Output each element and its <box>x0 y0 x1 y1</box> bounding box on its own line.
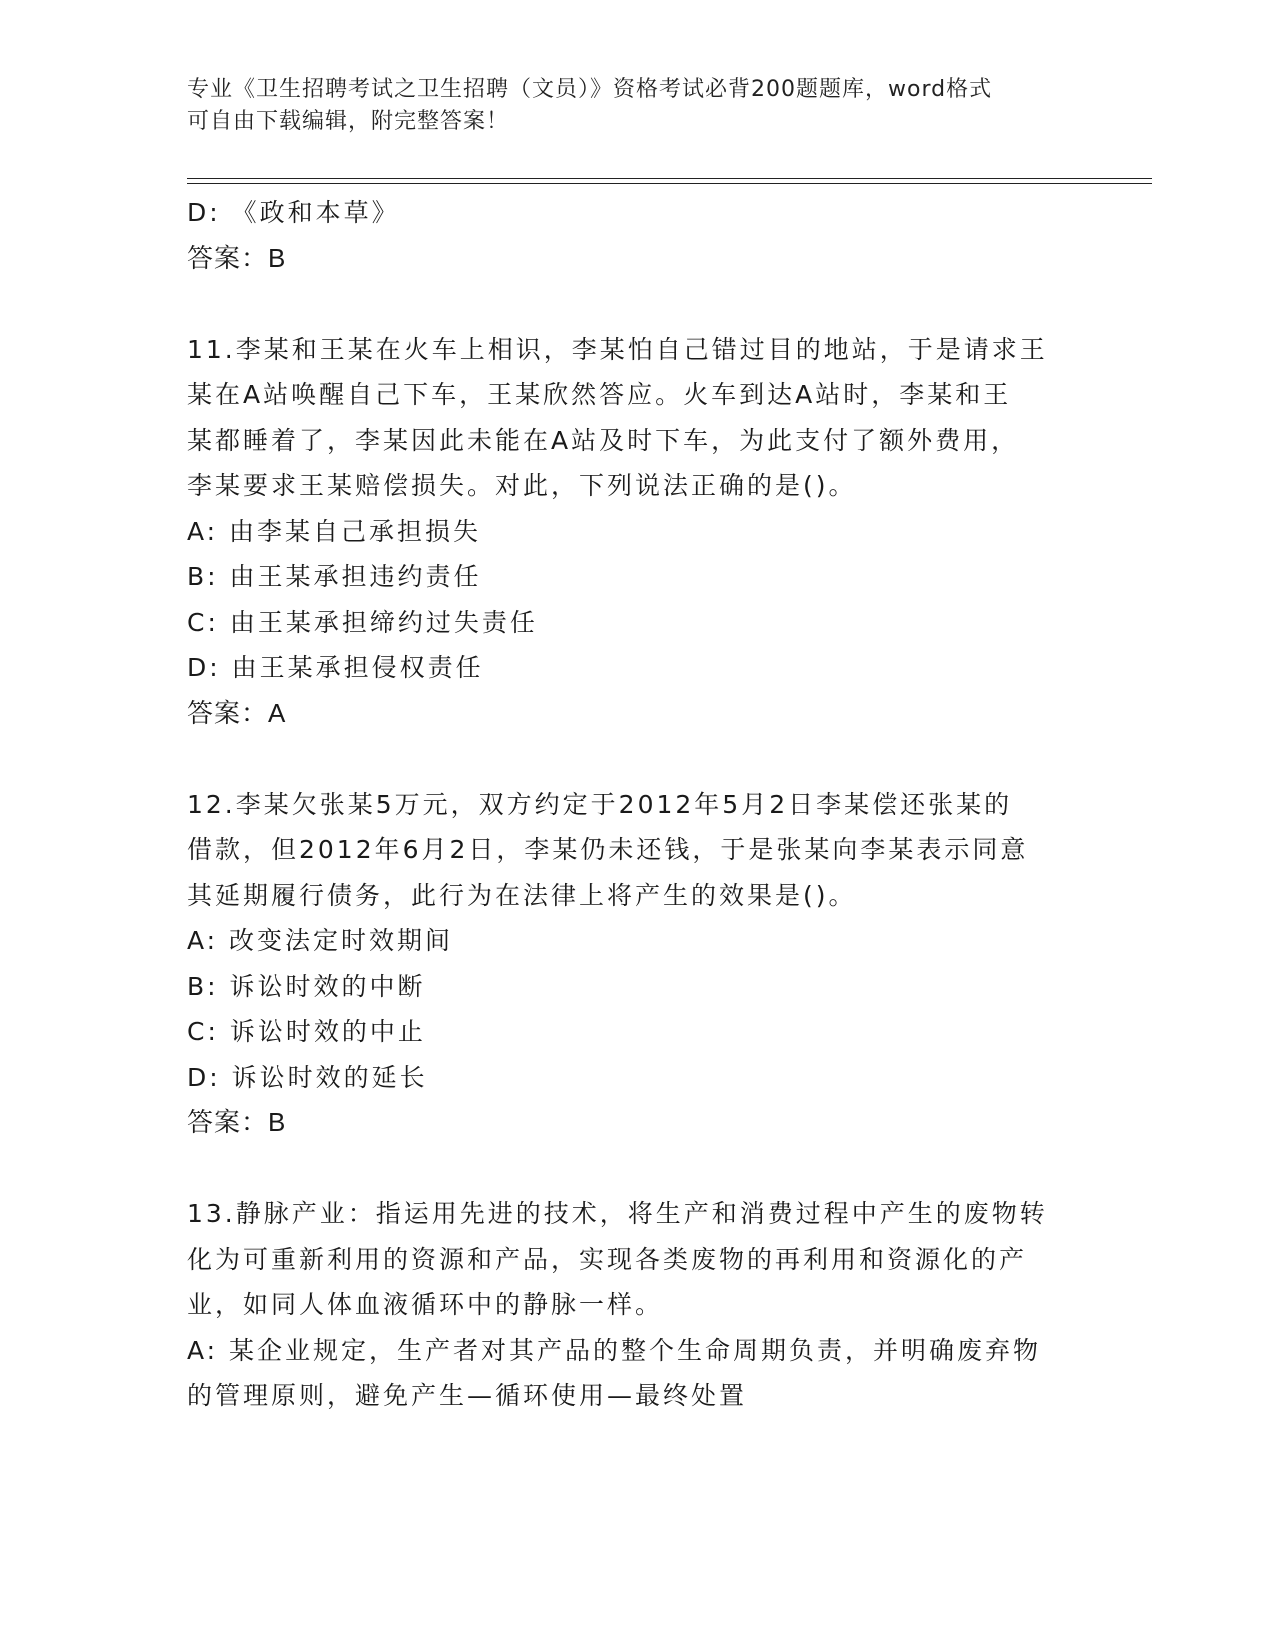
question-stem-line: 12.李某欠张某5万元，双方约定于2012年5月2日李某偿还张某的 <box>187 789 1013 819</box>
header-divider-top <box>187 178 1152 179</box>
answer-line: 答案：B <box>187 242 287 273</box>
option-a-continued: 的管理原则，避免产生—循环使用—最终处置 <box>187 1381 748 1410</box>
question-stem-line: 某都睡着了，李某因此未能在A站及时下车，为此支付了额外费用， <box>187 425 1020 455</box>
option-d: D: 《政和本草》 <box>187 198 400 227</box>
header-divider-bottom <box>187 183 1152 184</box>
question-13 <box>187 1191 1087 1419</box>
option-a: A: 某企业规定，生产者对其产品的整个生命周期负责，并明确废弃物 <box>187 1335 1042 1365</box>
header-line-1: 专业《卫生招聘考试之卫生招聘（文员）》资格考试必背200题题库，word格式 <box>187 77 993 102</box>
question-stem-line: 李某要求王某赔偿损失。对此，下列说法正确的是()。 <box>187 471 857 500</box>
question-stem-line: 11.李某和王某在火车上相识，李某怕自己错过目的地站，于是请求王 <box>187 334 1048 364</box>
question-stem-line: 借款，但2012年6月2日，李某仍未还钱，于是张某向李某表示同意 <box>187 835 1029 864</box>
question-stem-line: 化为可重新利用的资源和产品，实现各类废物的再利用和资源化的产 <box>187 1244 1028 1274</box>
question-11 <box>187 327 1087 737</box>
option-a: A: 改变法定时效期间 <box>187 926 454 955</box>
option-d: D: 由王某承担侵权责任 <box>187 653 484 682</box>
question-stem-line: 业，如同人体血液循环中的静脉一样。 <box>187 1290 664 1319</box>
option-d: D: 诉讼时效的延长 <box>187 1062 428 1092</box>
page-header <box>187 74 1087 138</box>
spacer <box>187 1146 1087 1192</box>
option-a: A: 由李某自己承担损失 <box>187 516 482 546</box>
answer-line: 答案：B <box>187 1107 287 1137</box>
question-12 <box>187 782 1087 1146</box>
question-stem-line: 某在A站唤醒自己下车，王某欣然答应。火车到达A站时，李某和王 <box>187 380 1012 409</box>
document-body <box>187 190 1087 1419</box>
header-line-2: 可自由下载编辑，附完整答案！ <box>187 109 510 134</box>
option-b: B: 诉讼时效的中断 <box>187 971 426 1001</box>
option-b: B: 由王某承担违约责任 <box>187 562 482 591</box>
question-stem-line: 13.静脉产业：指运用先进的技术，将生产和消费过程中产生的废物转 <box>187 1199 1048 1228</box>
option-c: C: 诉讼时效的中止 <box>187 1017 426 1046</box>
spacer <box>187 736 1087 782</box>
spacer <box>187 281 1087 327</box>
answer-line: 答案：A <box>187 697 287 728</box>
option-c: C: 由王某承担缔约过失责任 <box>187 607 538 637</box>
question-stem-line: 其延期履行债务，此行为在法律上将产生的效果是()。 <box>187 880 857 910</box>
